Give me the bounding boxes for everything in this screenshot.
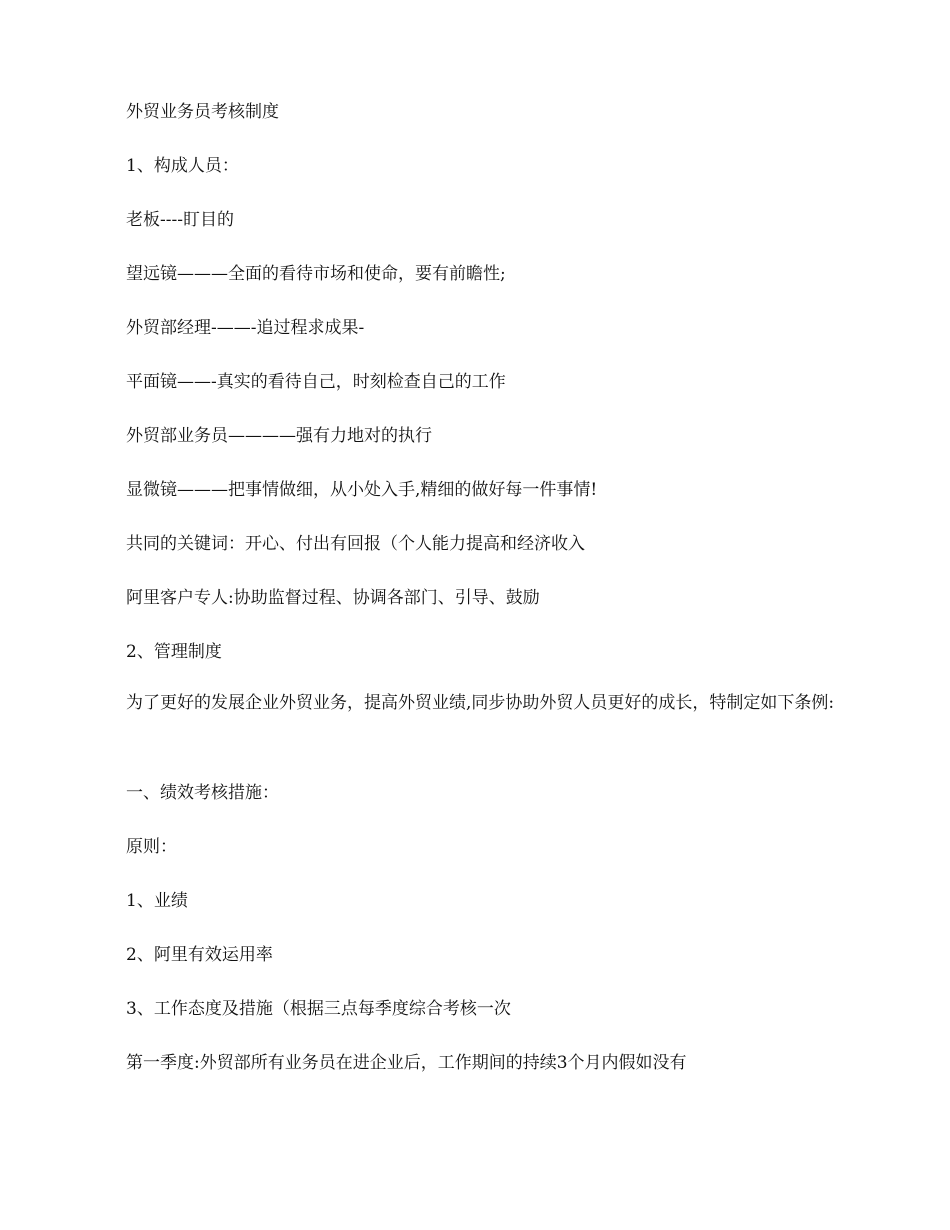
document-title: 外贸业务员考核制度 (126, 102, 279, 122)
paragraph-microscope: 显微镜———把事情做细，从小处入手,精细的做好每一件事情! (126, 480, 598, 500)
list-item-attitude: 3、工作态度及措施（根据三点每季度综合考核一次 (126, 999, 511, 1019)
paragraph-boss: 老板----盯目的 (126, 210, 234, 230)
section-heading-members: 1、构成人员： (126, 156, 239, 176)
paragraph-manager: 外贸部经理-——-追过程求成果- (126, 318, 365, 338)
paragraph-principle: 原则： (126, 837, 177, 857)
paragraph-first-quarter: 第一季度:外贸部所有业务员在进企业后，工作期间的持续3个月内假如没有 (126, 1053, 687, 1073)
list-item-ali-usage: 2、阿里有效运用率 (126, 945, 273, 965)
section-heading-management: 2、管理制度 (126, 642, 222, 662)
paragraph-ali-specialist: 阿里客户专人:协助监督过程、协调各部门、引导、鼓励 (126, 588, 540, 608)
paragraph-keywords: 共同的关键词：开心、付出有回报（个人能力提高和经济收入 (126, 534, 585, 554)
paragraph-mirror: 平面镜——-真实的看待自己，时刻检查自己的工作 (126, 372, 506, 392)
list-item-performance: 1、业绩 (126, 891, 188, 911)
section-heading-performance: 一、绩效考核措施： (126, 783, 279, 803)
paragraph-salesperson: 外贸部业务员————强有力地对的执行 (126, 426, 432, 446)
paragraph-purpose: 为了更好的发展企业外贸业务，提高外贸业绩,同步协助外贸人员更好的成长，特制定如下条例: (126, 693, 835, 713)
paragraph-telescope: 望远镜———全面的看待市场和使命，要有前瞻性; (126, 264, 506, 284)
